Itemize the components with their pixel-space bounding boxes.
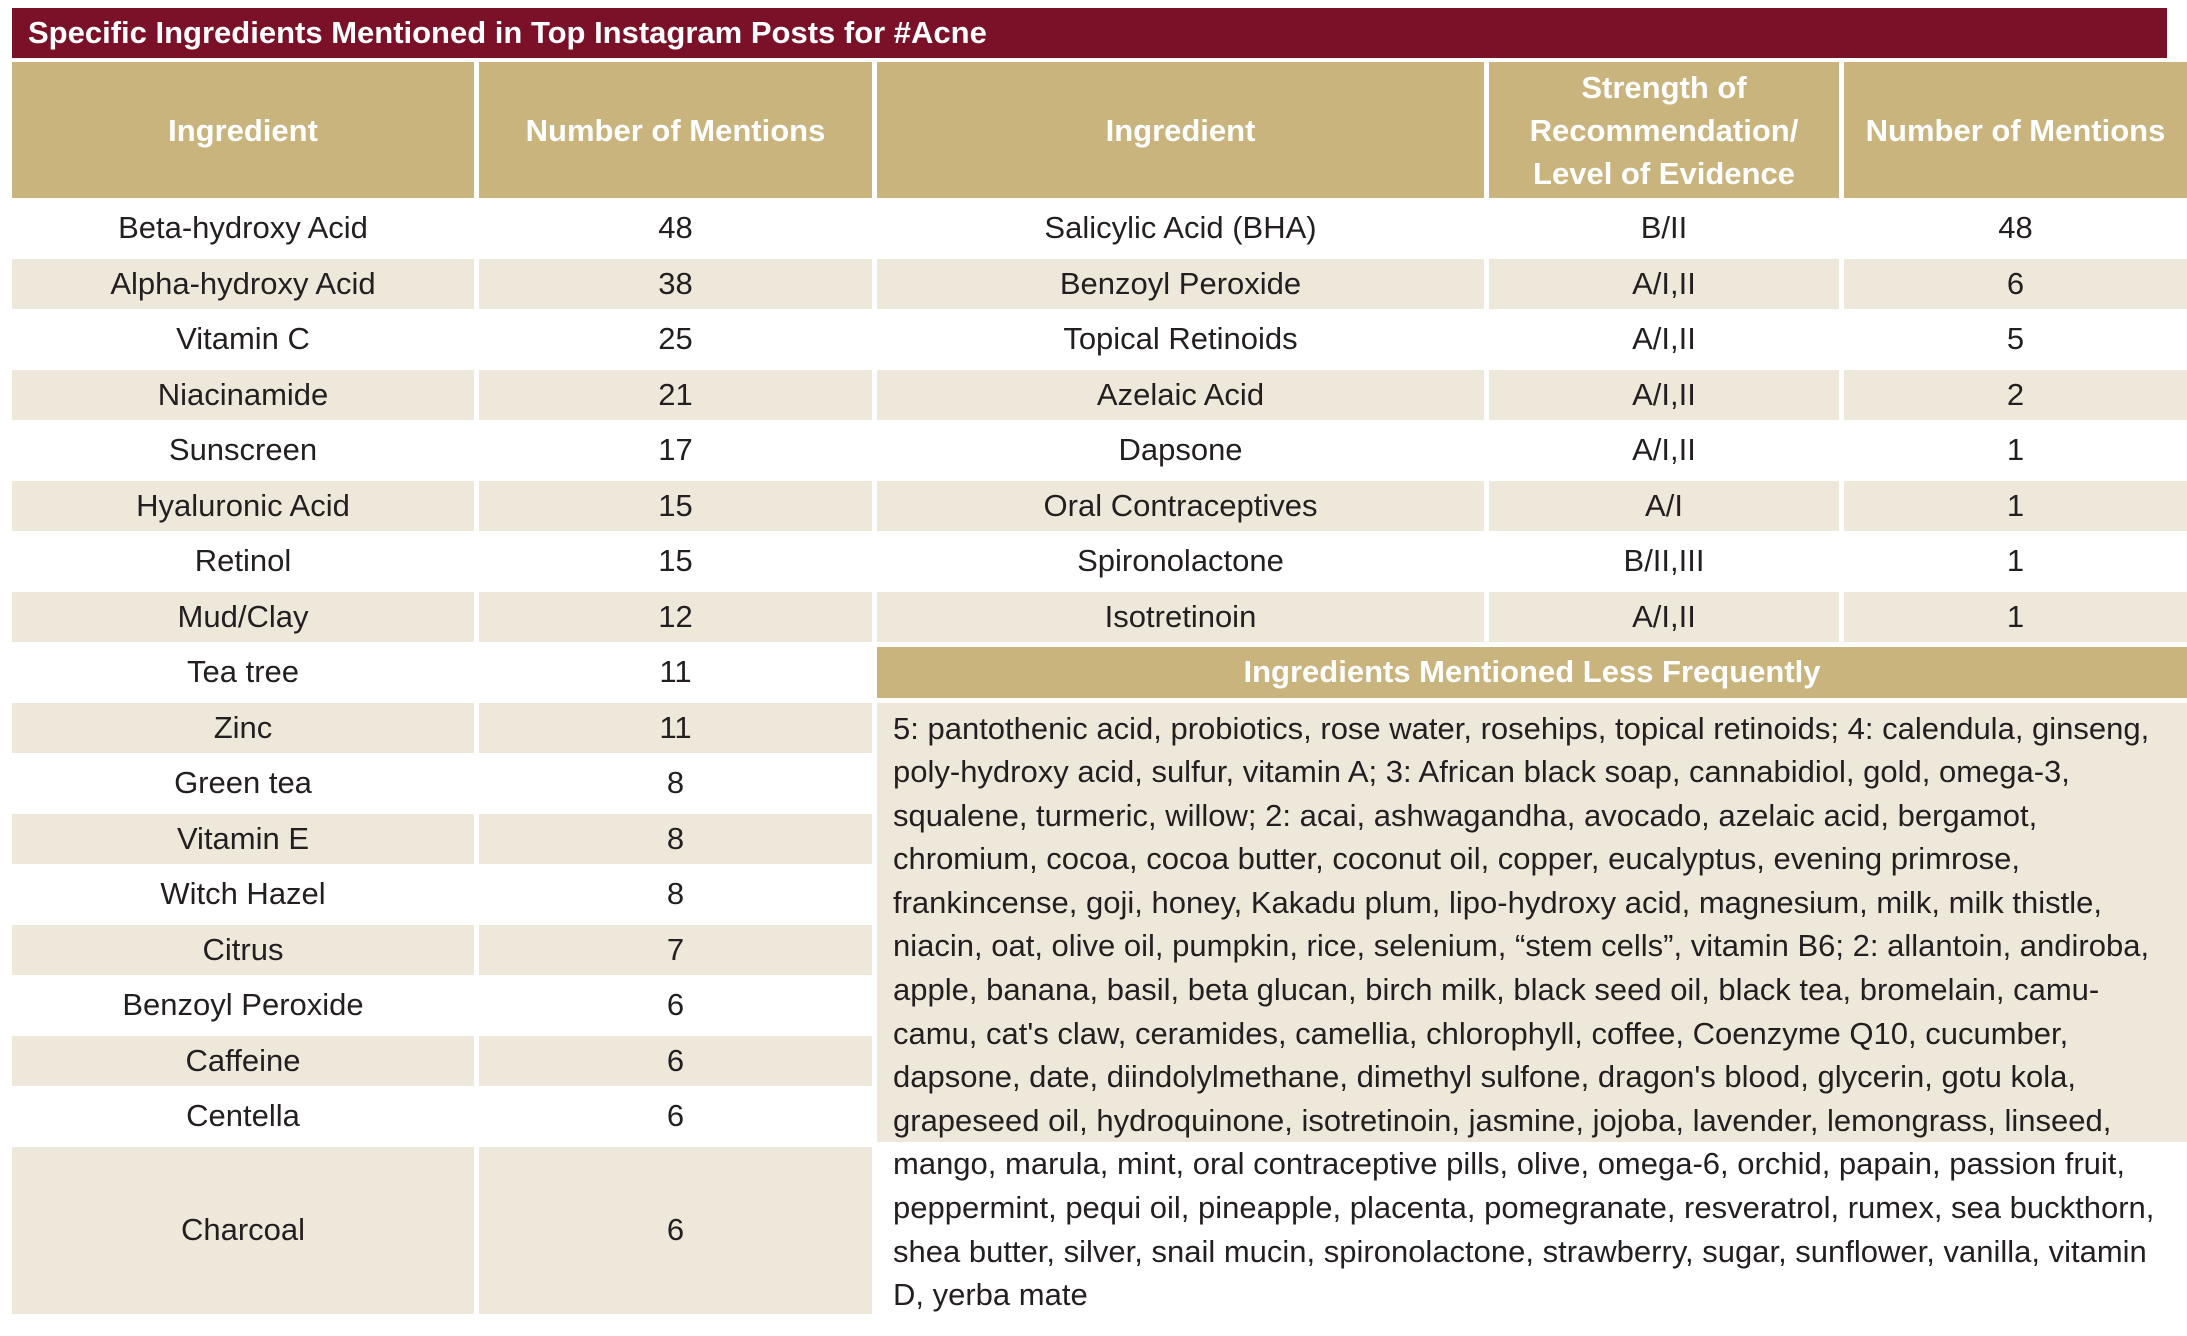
right-ingredient-cell: Benzoyl Peroxide	[877, 259, 1484, 310]
left-mentions-cell: 12	[479, 592, 872, 643]
right-ingredient-cell: Isotretinoin	[877, 592, 1484, 643]
left-ingredient-cell: Mud/Clay	[12, 592, 474, 643]
left-mentions-cell: 6	[666, 987, 685, 1023]
left-ingredient-cell: Vitamin E	[12, 814, 474, 865]
right-ingredient-cell: Azelaic Acid	[877, 370, 1484, 421]
left-ingredient-cell: Benzoyl Peroxide	[122, 987, 364, 1023]
right-mentions-cell: 1	[2006, 543, 2025, 579]
left-mentions-cell: 15	[658, 543, 693, 579]
left-mentions-cell: 25	[658, 321, 693, 357]
strength-evidence-cell: A/I	[1489, 481, 1839, 532]
right-mentions-cell: 1	[1844, 592, 2187, 643]
right-mentions-cell: 1	[1844, 481, 2187, 532]
right-ingredient-cell: Oral Contraceptives	[877, 481, 1484, 532]
header-ingredient-right: Ingredient	[877, 62, 1484, 198]
strength-evidence-cell: A/I,II	[1489, 592, 1839, 643]
right-mentions-cell: 1	[2006, 432, 2025, 468]
less-frequent-text: 5: pantothenic acid, probiotics, rose water, rosehips, topical retinoids; 4: calendula, ginseng, poly-hydroxy acid, sulfur, vitamin A; 3: African black soap, cannabidiol, gold, omega-3, squalene, turmeric, willow; 2: acai, ashwagandha, avocado, azelaic acid, bergamot, chromium, cocoa, cocoa butter, coconut oil, copper, eucalyptus, evening primrose, frankincense, goji, honey, Kakadu plum, lipo-hydroxy acid, magnesium, milk, milk thistle, niacin, oat, olive oil, pumpkin, rice, selenium, “stem cells”, vitamin B6; 2: allantoin, andiroba, apple, banana, basil, beta glucan, birch milk, black seed oil, black tea, bromelain, camu-camu, cat's claw, ceramides, camellia, chlorophyll, coffee, Coenzyme Q10, cucumber, dapsone, date, diindolylmethane, dimethyl sulfone, dragon's blood, glycerin, gotu kola, grapeseed oil, hydroquinone, isotretinoin, jasmine, jojoba, lavender, lemongrass, linseed, mango, marula, mint, oral contraceptive pills, olive, omega-6, orchid, papain, passion fruit, peppermint, pequi oil, pineapple, placenta, pomegranate, resveratrol, rumex, sea buckthorn, shea butter, silver, snail mucin, spironolactone, strawberry, sugar, sunflower, vanilla, vitamin D, yerba mate	[877, 703, 2187, 1142]
left-mentions-cell: 8	[666, 876, 685, 912]
left-mentions-cell: 8	[666, 765, 685, 801]
left-ingredient-cell: Vitamin C	[176, 321, 310, 357]
header-mentions-right: Number of Mentions	[1844, 62, 2187, 198]
left-mentions-cell: 7	[479, 925, 872, 976]
left-mentions-cell: 8	[479, 814, 872, 865]
right-ingredient-cell: Dapsone	[1118, 432, 1243, 468]
strength-evidence-cell: A/I,II	[1632, 432, 1696, 468]
left-mentions-cell: 15	[479, 481, 872, 532]
left-ingredient-cell: Green tea	[174, 765, 312, 801]
left-mentions-cell: 6	[479, 1147, 872, 1314]
left-mentions-cell: 11	[659, 654, 692, 690]
left-ingredient-cell: Retinol	[194, 543, 292, 579]
left-ingredient-cell: Alpha-hydroxy Acid	[12, 259, 474, 310]
right-ingredient-cell: Salicylic Acid (BHA)	[1044, 210, 1317, 246]
left-ingredient-cell: Beta-hydroxy Acid	[118, 210, 368, 246]
header-ingredient-left: Ingredient	[12, 62, 474, 198]
less-frequent-header: Ingredients Mentioned Less Frequently	[877, 647, 2187, 698]
left-mentions-cell: 48	[658, 210, 693, 246]
left-ingredient-cell: Charcoal	[12, 1147, 474, 1314]
left-ingredient-cell: Tea tree	[186, 654, 299, 690]
right-mentions-cell: 48	[1998, 210, 2033, 246]
strength-evidence-cell: B/II	[1640, 210, 1688, 246]
right-ingredient-cell: Topical Retinoids	[1063, 321, 1298, 357]
right-ingredient-cell: Spironolactone	[1077, 543, 1284, 579]
left-ingredient-cell: Hyaluronic Acid	[12, 481, 474, 532]
strength-evidence-cell: A/I,II	[1489, 259, 1839, 310]
left-ingredient-cell: Citrus	[12, 925, 474, 976]
header-mentions-left: Number of Mentions	[479, 62, 872, 198]
left-ingredient-cell: Sunscreen	[168, 432, 318, 468]
left-mentions-cell: 21	[479, 370, 872, 421]
left-mentions-cell: 38	[479, 259, 872, 310]
left-ingredient-cell: Niacinamide	[12, 370, 474, 421]
left-ingredient-cell: Caffeine	[12, 1036, 474, 1087]
strength-evidence-cell: A/I,II	[1632, 321, 1696, 357]
left-mentions-cell: 6	[479, 1036, 872, 1087]
strength-evidence-cell: A/I,II	[1489, 370, 1839, 421]
left-mentions-cell: 6	[666, 1098, 685, 1134]
table-title: Specific Ingredients Mentioned in Top Instagram Posts for #Acne	[12, 8, 2167, 58]
ingredients-table	[12, 62, 2167, 1320]
strength-evidence-cell: B/II,III	[1623, 543, 1705, 579]
header-strength-evidence: Strength of Recommendation/ Level of Evidence	[1489, 62, 1839, 198]
left-ingredient-cell: Centella	[186, 1098, 300, 1134]
left-mentions-cell: 11	[479, 703, 872, 754]
left-mentions-cell: 17	[658, 432, 693, 468]
right-mentions-cell: 5	[2006, 321, 2025, 357]
left-ingredient-cell: Witch Hazel	[160, 876, 326, 912]
left-ingredient-cell: Zinc	[12, 703, 474, 754]
right-mentions-cell: 2	[1844, 370, 2187, 421]
right-mentions-cell: 6	[1844, 259, 2187, 310]
